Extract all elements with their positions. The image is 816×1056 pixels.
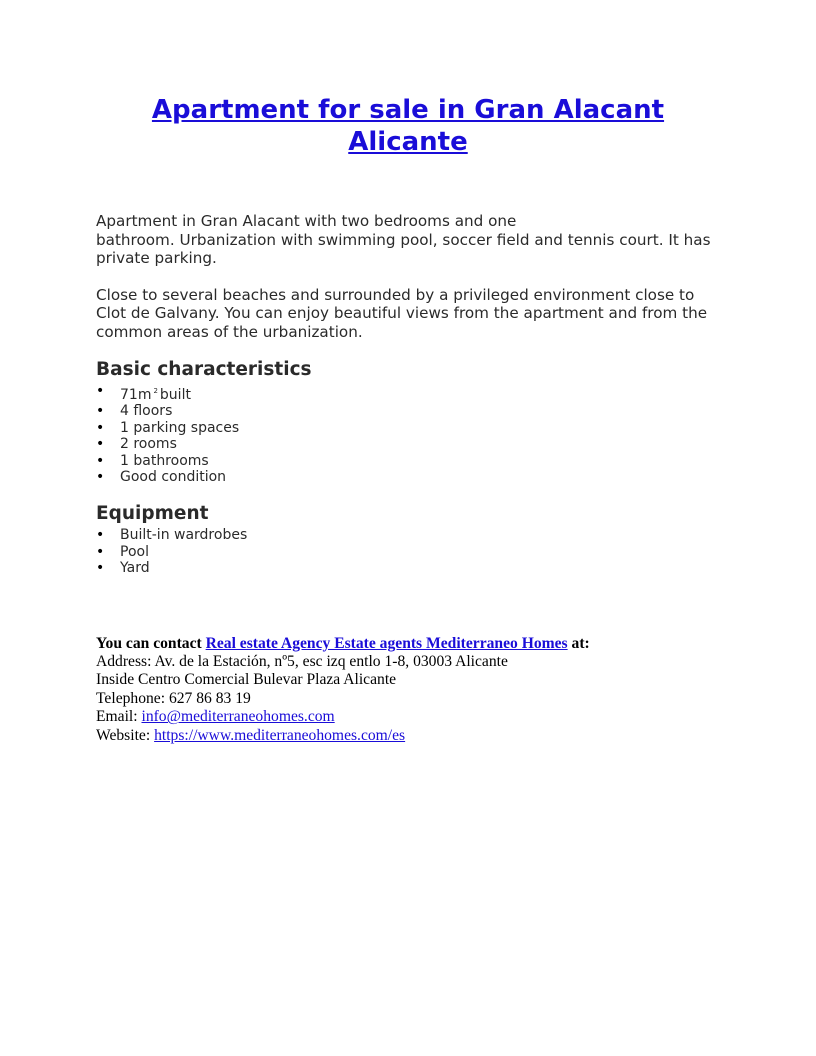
feature-text: 1 bathrooms xyxy=(120,452,209,469)
bullet-icon: • xyxy=(96,452,105,469)
bullet-icon: • xyxy=(96,436,105,453)
list-item xyxy=(96,527,720,543)
email-label: Email: xyxy=(96,708,138,726)
contact-block xyxy=(96,635,720,745)
area-suffix: built xyxy=(159,387,191,403)
website-link[interactable]: https://www.mediterraneohomes.com/es xyxy=(154,726,406,744)
description-p1-rest: bathroom. Urbanization with swimming pool, soccer field and tennis court. It has private parking. xyxy=(96,230,711,267)
contact-lead-suffix: at: xyxy=(571,634,590,652)
feature-text: Good condition xyxy=(120,469,227,486)
description-paragraph-2: Close to several beaches and surrounded by a privileged environment close to Clot de Galvany. You can enjoy beautiful views from the apartment and from the common areas of the urbanization. xyxy=(96,285,708,341)
equipment-list xyxy=(96,527,720,576)
area-superscript: 2 xyxy=(153,387,158,395)
contact-telephone: Telephone: 627 86 83 19 xyxy=(96,689,251,707)
basic-characteristics-list xyxy=(96,383,720,485)
feature-text: 4 floors xyxy=(120,403,173,420)
bullet-icon: • xyxy=(96,527,105,544)
agency-link[interactable]: Real estate Agency Estate agents Mediterraneo Homes xyxy=(205,634,568,652)
website-label: Website: xyxy=(96,726,151,744)
basic-characteristics-heading: Basic characteristics xyxy=(96,359,312,380)
contact-address: Address: Av. de la Estación, nº5, esc izq entlo 1-8, 03003 Alicante xyxy=(96,653,508,671)
contact-website-row xyxy=(96,727,720,745)
equipment-text: Pool xyxy=(120,543,149,560)
email-link[interactable]: info@mediterraneohomes.com xyxy=(141,708,335,726)
document-page xyxy=(96,90,720,745)
contact-lead-prefix: You can contact xyxy=(96,634,202,652)
description-p1-line1: Apartment in Gran Alacant with two bedrooms and one xyxy=(96,212,517,230)
title-link[interactable] xyxy=(152,95,664,157)
bullet-icon: • xyxy=(96,469,105,486)
bullet-icon: • xyxy=(96,560,105,577)
contact-lead xyxy=(96,635,720,653)
title-line-2: Alicante xyxy=(348,127,468,157)
description-paragraph-1 xyxy=(96,212,720,268)
feature-text: 2 rooms xyxy=(120,436,177,453)
page-title xyxy=(96,90,720,158)
equipment-text: Built-in wardrobes xyxy=(120,527,248,544)
list-item xyxy=(96,544,720,560)
list-item xyxy=(96,560,720,576)
title-line-1: Apartment for sale in Gran Alacant xyxy=(151,95,665,125)
area-value: 71m xyxy=(120,387,152,403)
list-item xyxy=(96,436,720,452)
bullet-icon: • xyxy=(96,419,105,436)
contact-inside: Inside Centro Comercial Bulevar Plaza Alicante xyxy=(96,671,397,689)
contact-email-row xyxy=(96,708,720,726)
list-item xyxy=(96,420,720,436)
feature-text: 1 parking spaces xyxy=(120,419,240,436)
list-item xyxy=(96,383,720,403)
list-item xyxy=(96,469,720,485)
bullet-icon: • xyxy=(96,403,105,420)
bullet-icon: • xyxy=(96,383,105,399)
list-item xyxy=(96,403,720,419)
list-item xyxy=(96,453,720,469)
equipment-heading: Equipment xyxy=(96,503,209,525)
bullet-icon: • xyxy=(96,543,105,560)
equipment-text: Yard xyxy=(120,560,150,577)
